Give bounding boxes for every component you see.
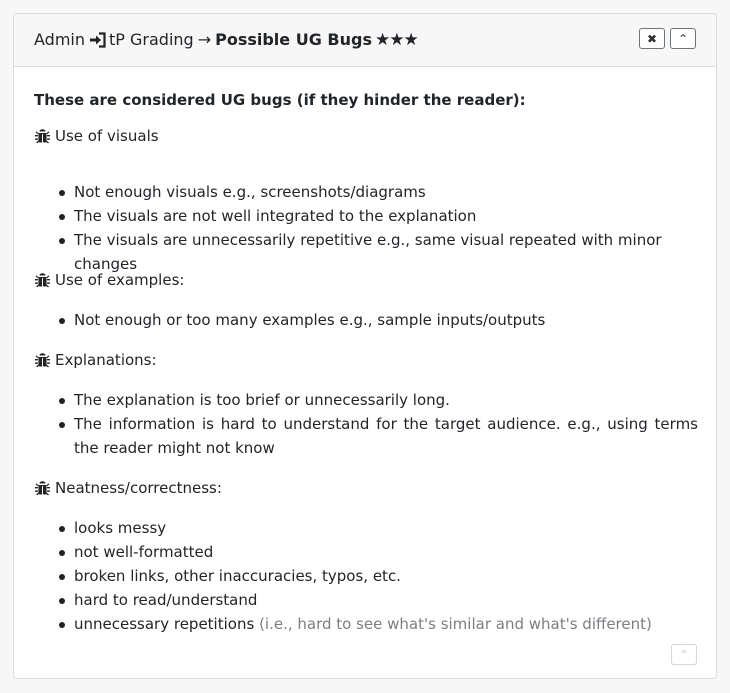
intro-text: These are considered UG bugs (if they hinder the reader):	[34, 91, 526, 109]
list-item-text: unnecessary repetitions	[74, 615, 255, 633]
bug-icon	[34, 480, 51, 497]
list-item: looks messy	[58, 516, 698, 540]
list-item-note: (i.e., hard to see what's similar and what's different)	[259, 615, 652, 633]
list-item: broken links, other inaccuracies, typos, etc.	[58, 564, 698, 588]
sign-in-icon	[88, 31, 108, 49]
close-button[interactable]	[639, 28, 665, 49]
explanations-list	[58, 388, 698, 460]
list-item: Not enough visuals e.g., screenshots/diagrams	[58, 180, 698, 204]
chevron-up-icon: ⌃	[678, 647, 690, 662]
chevron-up-icon: ⌃	[677, 31, 689, 46]
section-heading-visuals	[34, 127, 159, 145]
list-item: The visuals are unnecessarily repetitive e.g., same visual repeated with minor changes	[58, 228, 698, 276]
list-item: hard to read/understand	[58, 588, 698, 612]
section-title: Neatness/correctness:	[55, 479, 222, 497]
footer-collapse-button[interactable]	[671, 644, 697, 665]
neatness-list	[58, 516, 698, 636]
star-rating: ★★★	[374, 30, 418, 50]
close-icon: ✖	[646, 31, 658, 46]
collapse-button[interactable]	[670, 28, 696, 49]
bug-icon	[34, 128, 51, 145]
card-header	[14, 14, 716, 67]
bug-icon	[34, 272, 51, 289]
section-heading-examples	[34, 271, 184, 289]
list-item	[58, 612, 698, 636]
breadcrumb-admin: Admin	[34, 30, 85, 49]
section-title: Use of examples:	[55, 271, 185, 289]
bug-icon	[34, 352, 51, 369]
examples-list	[58, 308, 698, 332]
page-title: Possible UG Bugs	[215, 30, 372, 49]
list-item: Not enough or too many examples e.g., sample inputs/outputs	[58, 308, 698, 332]
breadcrumb-arrow: →	[197, 30, 212, 49]
section-heading-explanations	[34, 351, 157, 369]
breadcrumb	[34, 30, 418, 50]
list-item: The information is hard to understand for the target audience. e.g., using terms the reader might not know	[58, 412, 698, 460]
list-item: not well-formatted	[58, 540, 698, 564]
breadcrumb-module: tP Grading	[109, 30, 194, 49]
section-title: Use of visuals	[55, 127, 159, 145]
visuals-list	[58, 180, 698, 276]
list-item: The visuals are not well integrated to the explanation	[58, 204, 698, 228]
list-item: The explanation is too brief or unnecessarily long.	[58, 388, 698, 412]
section-title: Explanations:	[55, 351, 157, 369]
bug-card	[13, 13, 717, 679]
section-heading-neatness	[34, 479, 222, 497]
